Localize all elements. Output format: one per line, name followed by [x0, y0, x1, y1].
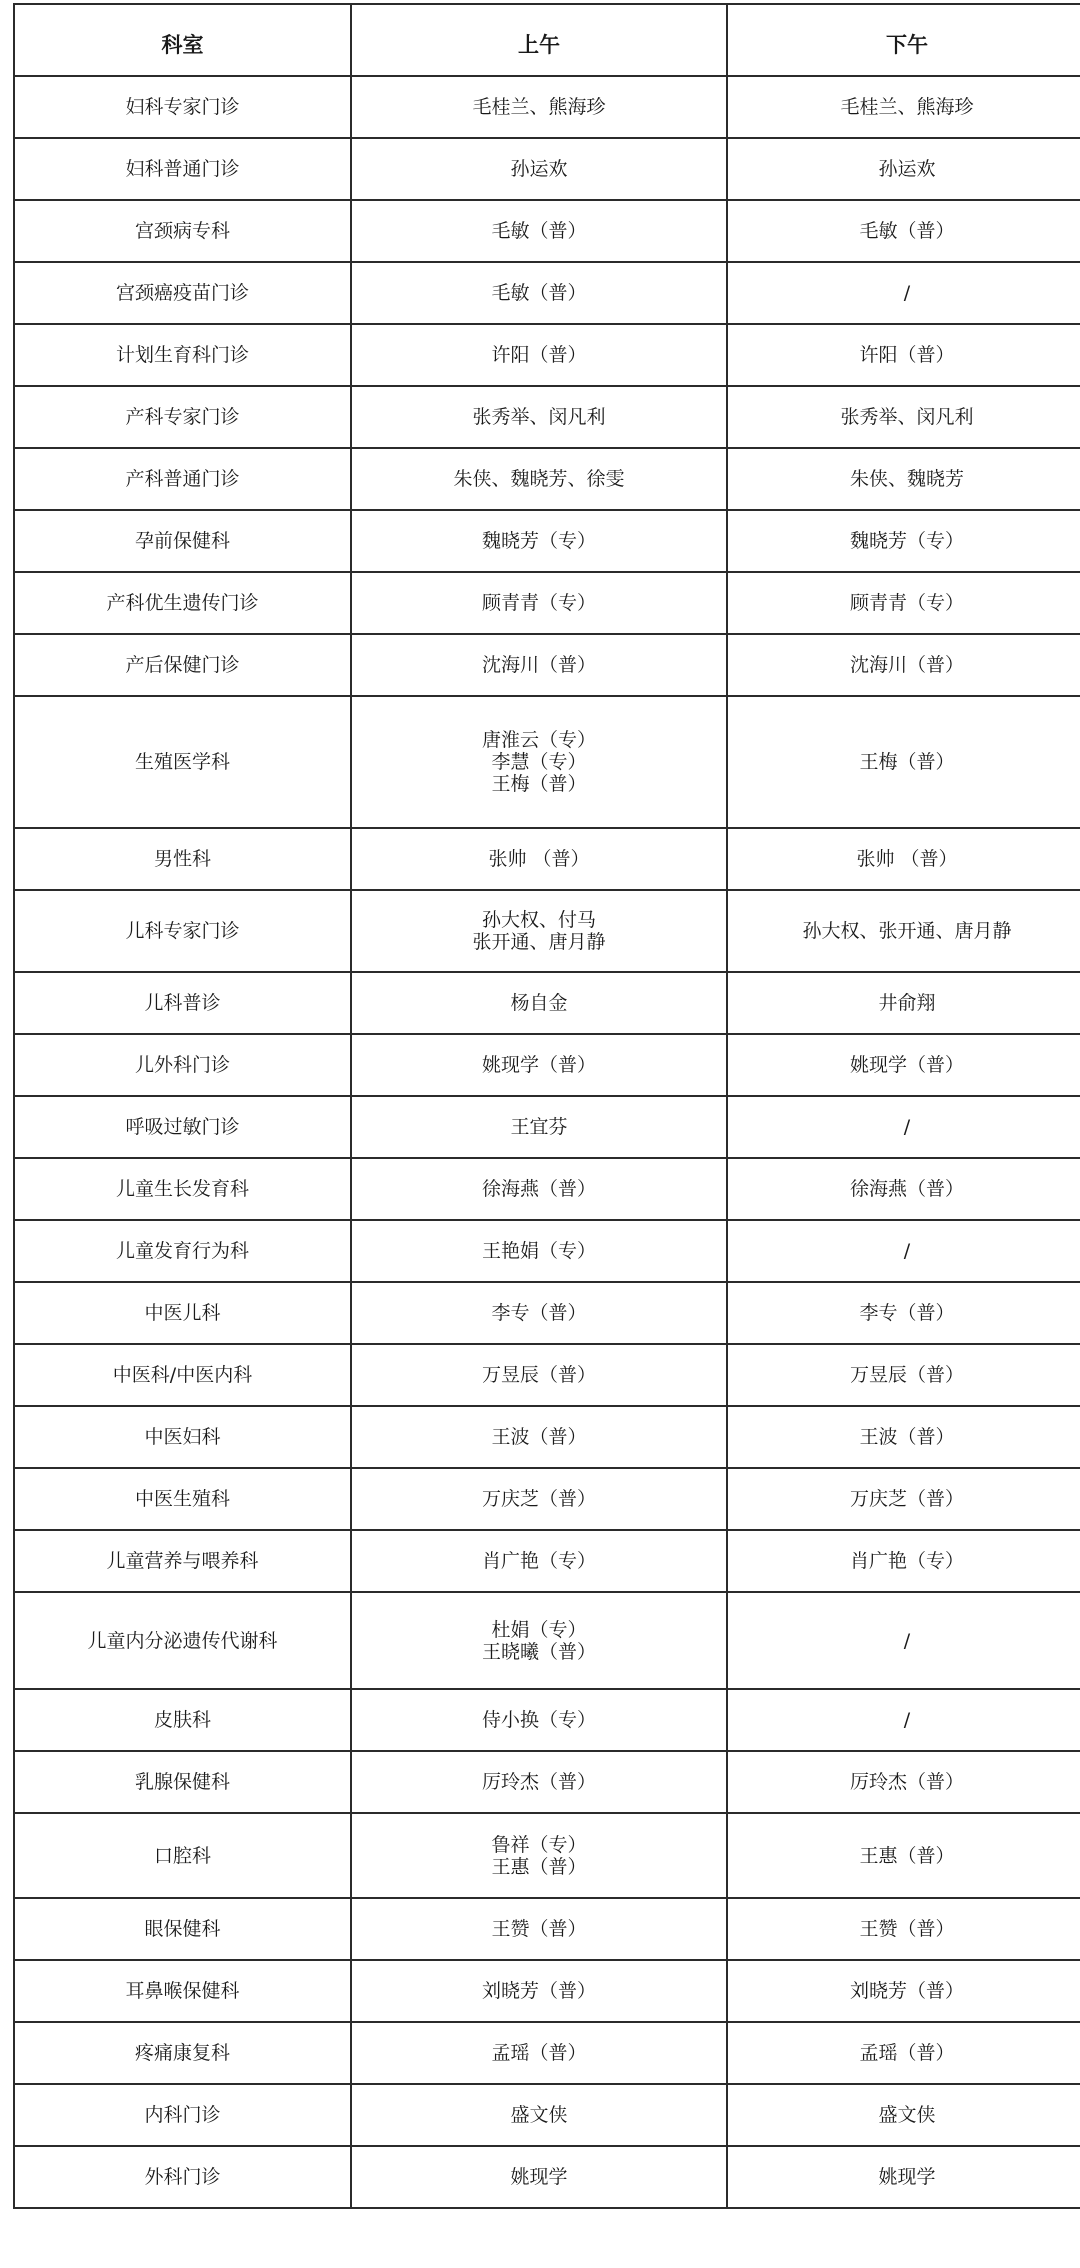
cell-department: 儿外科门诊 [14, 1034, 351, 1096]
cell-afternoon: 姚现学 [727, 2146, 1080, 2208]
table-row [14, 200, 1080, 262]
cell-morning: 盛文侠 [351, 2084, 727, 2146]
cell-department: 儿童内分泌遗传代谢科 [14, 1592, 351, 1689]
table-row [14, 448, 1080, 510]
table-row [14, 828, 1080, 890]
cell-department: 呼吸过敏门诊 [14, 1096, 351, 1158]
table-row [14, 1960, 1080, 2022]
cell-department: 产科普通门诊 [14, 448, 351, 510]
cell-afternoon: / [727, 1689, 1080, 1751]
cell-afternoon: 盛文侠 [727, 2084, 1080, 2146]
cell-department: 儿科普诊 [14, 972, 351, 1034]
cell-morning: 孙大权、付马 张开通、唐月静 [351, 890, 727, 972]
cell-department: 耳鼻喉保健科 [14, 1960, 351, 2022]
cell-afternoon: 王赞（普） [727, 1898, 1080, 1960]
clinic-schedule-table [13, 3, 1080, 2209]
cell-morning: 孟瑶（普） [351, 2022, 727, 2084]
cell-department: 宫颈病专科 [14, 200, 351, 262]
table-row [14, 1898, 1080, 1960]
table-row [14, 1096, 1080, 1158]
cell-morning: 厉玲杰（普） [351, 1751, 727, 1813]
cell-morning: 杨自金 [351, 972, 727, 1034]
cell-department: 产后保健门诊 [14, 634, 351, 696]
table-row [14, 1406, 1080, 1468]
cell-morning: 万昱辰（普） [351, 1344, 727, 1406]
cell-afternoon: / [727, 262, 1080, 324]
cell-afternoon: 孙大权、张开通、唐月静 [727, 890, 1080, 972]
cell-morning: 孙运欢 [351, 138, 727, 200]
cell-morning: 张帅 （普） [351, 828, 727, 890]
cell-morning: 顾青青（专） [351, 572, 727, 634]
header-morning: 上午 [351, 4, 727, 76]
cell-afternoon: 沈海川（普） [727, 634, 1080, 696]
table-row [14, 262, 1080, 324]
cell-department: 儿科专家门诊 [14, 890, 351, 972]
table-row [14, 1530, 1080, 1592]
cell-morning: 张秀举、闵凡利 [351, 386, 727, 448]
cell-morning: 毛敏（普） [351, 262, 727, 324]
cell-morning: 毛敏（普） [351, 200, 727, 262]
table-row [14, 1468, 1080, 1530]
cell-afternoon: / [727, 1220, 1080, 1282]
cell-morning: 王波（普） [351, 1406, 727, 1468]
cell-morning: 肖广艳（专） [351, 1530, 727, 1592]
cell-morning: 朱侠、魏晓芳、徐雯 [351, 448, 727, 510]
table-row [14, 2084, 1080, 2146]
cell-afternoon: 万昱辰（普） [727, 1344, 1080, 1406]
cell-afternoon: 王波（普） [727, 1406, 1080, 1468]
cell-afternoon: 张帅 （普） [727, 828, 1080, 890]
table-row [14, 890, 1080, 972]
cell-morning: 王赞（普） [351, 1898, 727, 1960]
cell-department: 中医儿科 [14, 1282, 351, 1344]
cell-afternoon: 肖广艳（专） [727, 1530, 1080, 1592]
table-row [14, 76, 1080, 138]
cell-afternoon: 孟瑶（普） [727, 2022, 1080, 2084]
table-row [14, 510, 1080, 572]
table-row [14, 1813, 1080, 1898]
cell-department: 计划生育科门诊 [14, 324, 351, 386]
cell-morning: 侍小换（专） [351, 1689, 727, 1751]
table-row [14, 972, 1080, 1034]
cell-afternoon: 毛敏（普） [727, 200, 1080, 262]
cell-morning: 王艳娟（专） [351, 1220, 727, 1282]
cell-department: 中医生殖科 [14, 1468, 351, 1530]
table-row [14, 138, 1080, 200]
table-row [14, 1689, 1080, 1751]
cell-morning: 王宜芬 [351, 1096, 727, 1158]
table-body [14, 76, 1080, 2208]
cell-morning: 毛桂兰、熊海珍 [351, 76, 727, 138]
table-row [14, 2022, 1080, 2084]
table-header-row [14, 4, 1080, 76]
cell-afternoon: 许阳（普） [727, 324, 1080, 386]
cell-afternoon: 魏晓芳（专） [727, 510, 1080, 572]
table-row [14, 1158, 1080, 1220]
table-row [14, 1034, 1080, 1096]
cell-department: 孕前保健科 [14, 510, 351, 572]
cell-department: 乳腺保健科 [14, 1751, 351, 1813]
header-department: 科室 [14, 4, 351, 76]
cell-morning: 许阳（普） [351, 324, 727, 386]
cell-afternoon: / [727, 1096, 1080, 1158]
cell-afternoon: 刘晓芳（普） [727, 1960, 1080, 2022]
cell-department: 外科门诊 [14, 2146, 351, 2208]
cell-department: 儿童发育行为科 [14, 1220, 351, 1282]
cell-afternoon: 井俞翔 [727, 972, 1080, 1034]
cell-afternoon: 姚现学（普） [727, 1034, 1080, 1096]
cell-department: 内科门诊 [14, 2084, 351, 2146]
cell-morning: 魏晓芳（专） [351, 510, 727, 572]
header-afternoon: 下午 [727, 4, 1080, 76]
table-row [14, 386, 1080, 448]
cell-afternoon: 毛桂兰、熊海珍 [727, 76, 1080, 138]
cell-department: 中医科/中医内科 [14, 1344, 351, 1406]
cell-department: 眼保健科 [14, 1898, 351, 1960]
cell-morning: 万庆芝（普） [351, 1468, 727, 1530]
cell-department: 妇科专家门诊 [14, 76, 351, 138]
cell-morning: 沈海川（普） [351, 634, 727, 696]
table-row [14, 324, 1080, 386]
cell-afternoon: 厉玲杰（普） [727, 1751, 1080, 1813]
table-row [14, 1344, 1080, 1406]
cell-department: 产科专家门诊 [14, 386, 351, 448]
cell-department: 口腔科 [14, 1813, 351, 1898]
cell-morning: 姚现学（普） [351, 1034, 727, 1096]
table-row [14, 2146, 1080, 2208]
cell-afternoon: 朱侠、魏晓芳 [727, 448, 1080, 510]
cell-afternoon: 王惠（普） [727, 1813, 1080, 1898]
cell-afternoon: 孙运欢 [727, 138, 1080, 200]
cell-department: 宫颈癌疫苗门诊 [14, 262, 351, 324]
cell-department: 儿童营养与喂养科 [14, 1530, 351, 1592]
cell-morning: 徐海燕（普） [351, 1158, 727, 1220]
table-row [14, 696, 1080, 828]
cell-afternoon: / [727, 1592, 1080, 1689]
cell-department: 儿童生长发育科 [14, 1158, 351, 1220]
cell-morning: 李专（普） [351, 1282, 727, 1344]
cell-department: 妇科普通门诊 [14, 138, 351, 200]
cell-afternoon: 徐海燕（普） [727, 1158, 1080, 1220]
cell-department: 中医妇科 [14, 1406, 351, 1468]
cell-department: 男性科 [14, 828, 351, 890]
cell-department: 产科优生遗传门诊 [14, 572, 351, 634]
cell-afternoon: 张秀举、闵凡利 [727, 386, 1080, 448]
cell-morning: 杜娟（专） 王晓曦（普） [351, 1592, 727, 1689]
cell-afternoon: 李专（普） [727, 1282, 1080, 1344]
table-row [14, 1751, 1080, 1813]
cell-afternoon: 王梅（普） [727, 696, 1080, 828]
cell-morning: 刘晓芳（普） [351, 1960, 727, 2022]
cell-department: 皮肤科 [14, 1689, 351, 1751]
cell-afternoon: 万庆芝（普） [727, 1468, 1080, 1530]
table-row [14, 634, 1080, 696]
table-row [14, 1592, 1080, 1689]
cell-morning: 鲁祥（专） 王惠（普） [351, 1813, 727, 1898]
table-row [14, 1220, 1080, 1282]
table-row [14, 1282, 1080, 1344]
cell-morning: 姚现学 [351, 2146, 727, 2208]
cell-afternoon: 顾青青（专） [727, 572, 1080, 634]
cell-department: 生殖医学科 [14, 696, 351, 828]
table-row [14, 572, 1080, 634]
cell-department: 疼痛康复科 [14, 2022, 351, 2084]
cell-morning: 唐淮云（专） 李慧（专） 王梅（普） [351, 696, 727, 828]
